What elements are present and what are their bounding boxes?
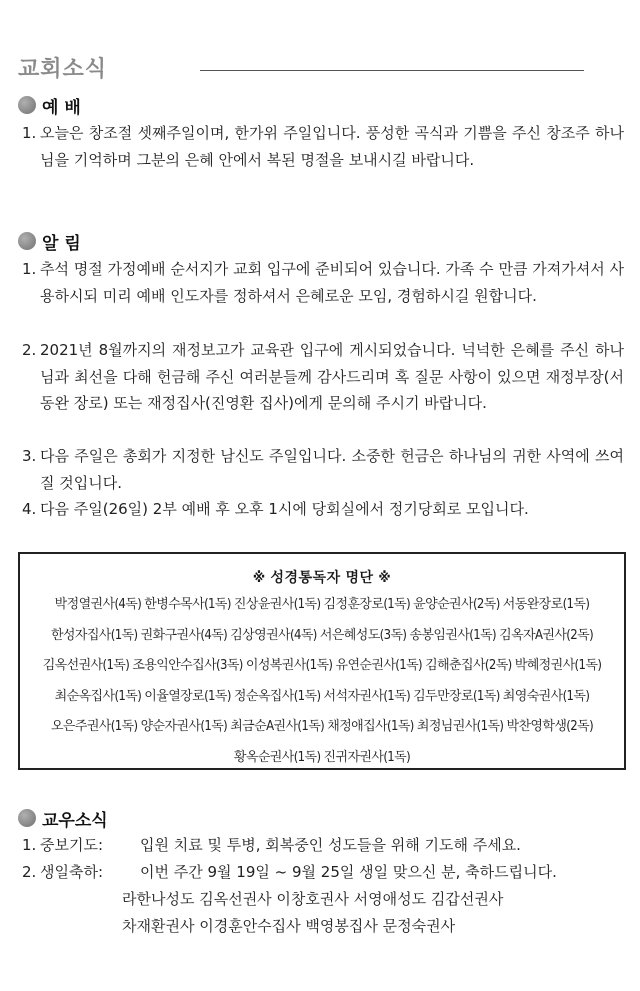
birthday-names-line: 라한나성도 김옥선권사 이창호권사 서영애성도 김갑선권사 [122, 890, 504, 908]
page-title: 교회소식 [18, 56, 108, 82]
bible-readers-line: 최순옥집사(1독) 이율열장로(1독) 정순옥집사(1독) 서석자권사(1독) 김두만장로(1독) 최영숙권사(1독) [54, 688, 590, 704]
item-number: 1. [22, 124, 37, 142]
section-worship-heading [18, 93, 81, 117]
fellowship-item-1 [22, 832, 624, 859]
bible-readers-line: 한성자집사(1독) 권화구권사(4독) 김상영권사(4독) 서은혜성도(3독) 송봉임권사(1독) 김옥자A권사(2독) [50, 627, 594, 643]
bible-readers-line: 김옥선권사(1독) 조용익안수집사(3독) 이성복권사(1독) 유연순권사(1독) 김해춘집사(2독) 박혜정권사(1독) [42, 658, 602, 673]
bible-readers-line: 황옥순권사(1독) 진귀자권사(1독) [233, 749, 411, 765]
notice-item-1 [22, 256, 624, 309]
worship-item-1 [22, 120, 624, 173]
section-heading-label: 예 배 [42, 97, 81, 118]
bible-readers-title: ※ 성경통독자 명단 ※ [252, 570, 392, 586]
notice-item-3 [22, 443, 624, 496]
item-label: 중보기도: [40, 836, 104, 854]
item-number: 4. [22, 500, 37, 518]
item-text: 다음 주일은 총회가 지정한 남신도 주일입니다. 소중한 헌금은 하나님의 귀한 사역에 쓰여질 것입니다. [40, 447, 624, 492]
item-text: 다음 주일(26일) 2부 예배 후 오후 1시에 당회실에서 정기당회로 모입니다. [40, 500, 529, 518]
item-number: 2. [22, 863, 37, 881]
item-number: 3. [22, 447, 37, 465]
fellowship-item-2 [22, 859, 624, 886]
bible-readers-line: 오은주권사(1독) 양순자권사(1독) 최금순A권사(1독) 채정애집사(1독) 최정님권사(1독) 박찬영학생(2독) [50, 719, 594, 734]
section-heading-label: 교우소식 [42, 810, 108, 831]
item-label: 생일축하: [40, 863, 104, 881]
item-text: 추석 명절 가정예배 순서지가 교회 입구에 준비되어 있습니다. 가족 수 만큼 가져가셔서 사용하시되 미리 예배 인도자를 정하셔서 은혜로운 모임, 경험하시길 원합니다. [40, 260, 624, 305]
item-text: 입원 치료 및 투병, 회복중인 성도들을 위해 기도해 주세요. [140, 836, 521, 854]
item-number: 1. [22, 260, 37, 278]
section-notices-heading [18, 229, 81, 253]
notice-item-2 [22, 337, 624, 417]
section-fellowship-heading [18, 806, 108, 830]
section-heading-label: 알 림 [42, 233, 81, 254]
item-text: 2021년 8월까지의 재정보고가 교육관 입구에 게시되었습니다. 넉넉한 은혜를 주신 하나님과 최선을 다해 헌금해 주신 여러분들께 감사드리며 혹 질문 사항이 있으면 재정부장(서동완 장로) 또는 재정집사(진영환 집사)에게 문의해 주시기 바랍니다. [40, 341, 624, 412]
circle-bullet-icon [18, 809, 36, 827]
item-number: 1. [22, 836, 37, 854]
notice-item-4 [22, 496, 624, 523]
item-text: 이번 주간 9월 19일 ~ 9월 25일 생일 맞으신 분, 축하드립니다. [140, 863, 557, 881]
bible-readers-line: 박정열권사(4독) 한병수목사(1독) 진상윤권사(1독) 김정훈장로(1독) 윤양순권사(2독) 서동완장로(1독) [54, 597, 590, 612]
circle-bullet-icon [18, 232, 36, 250]
title-rule [200, 70, 584, 71]
bible-readers-box [18, 552, 626, 770]
birthday-names-line: 차재환권사 이경훈안수집사 백영봉집사 문정숙권사 [122, 917, 456, 935]
circle-bullet-icon [18, 96, 36, 114]
item-number: 2. [22, 341, 37, 359]
item-text: 오늘은 창조절 셋째주일이며, 한가위 주일입니다. 풍성한 곡식과 기쁨을 주신 창조주 하나님을 기억하며 그분의 은혜 안에서 복된 명절을 보내시길 바랍니다. [40, 124, 624, 169]
